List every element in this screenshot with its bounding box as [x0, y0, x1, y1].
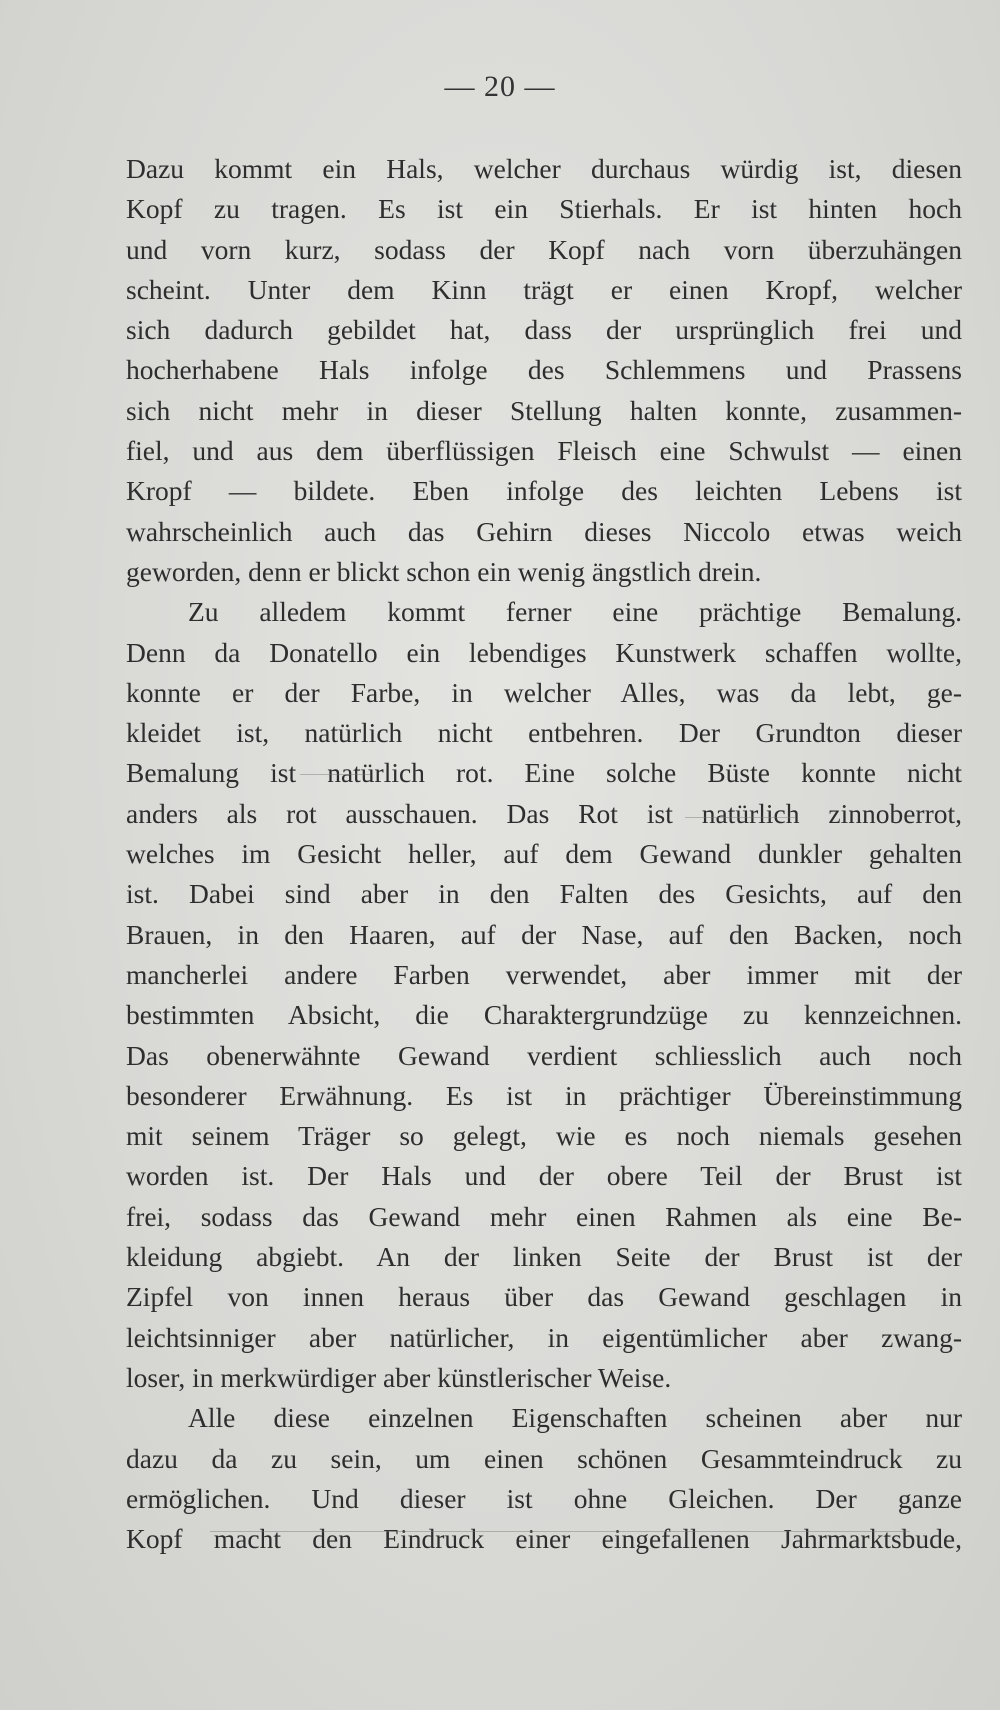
text-line: konnte er der Farbe, in welcher Alles, was da lebt, ge-	[126, 676, 962, 708]
text-line: anders als rot ausschauen. Das Rot ist natürlich zinnoberrot,	[126, 797, 962, 829]
text-line: loser, in merkwürdiger aber künstlerischer Weise.	[126, 1361, 672, 1393]
pencil-underline	[685, 817, 795, 818]
text-line: ist. Dabei sind aber in den Falten des Gesichts, auf den	[126, 878, 962, 910]
text-line: bestimmten Absicht, die Charaktergrundzüge zu kennzeichnen.	[126, 999, 962, 1031]
text-line: frei, sodass das Gewand mehr einen Rahmen als eine Be-	[126, 1200, 962, 1232]
text-line: kleidet ist, natürlich nicht entbehren. Der Grundton dieser	[126, 717, 962, 749]
text-line: worden ist. Der Hals und der obere Teil der Brust ist	[126, 1160, 962, 1192]
text-line: Das obenerwähnte Gewand verdient schliesslich auch noch	[126, 1039, 962, 1071]
text-line: leichtsinniger aber natürlicher, in eigentümlicher aber zwang-	[126, 1321, 962, 1353]
text-line: geworden, denn er blickt schon ein wenig ängstlich drein.	[126, 555, 762, 587]
text-line: mit seinem Träger so gelegt, wie es noch niemals gesehen	[126, 1120, 962, 1152]
text-line: Kropf — bildete. Eben infolge des leichten Lebens ist	[126, 475, 962, 507]
text-line: Alle diese einzelnen Eigenschaften scheinen aber nur	[188, 1402, 962, 1434]
text-line: Kopf macht den Eindruck einer eingefallenen Jahrmarktsbude,	[126, 1523, 962, 1555]
text-line: welches im Gesicht heller, auf dem Gewand dunkler gehalten	[126, 838, 962, 870]
text-line: sich dadurch gebildet hat, dass der ursprünglich frei und	[126, 314, 962, 346]
text-line: wahrscheinlich auch das Gehirn dieses Niccolo etwas weich	[126, 515, 962, 547]
pencil-underline	[300, 774, 370, 775]
text-line: scheint. Unter dem Kinn trägt er einen Kropf, welcher	[126, 273, 962, 305]
text-line: sich nicht mehr in dieser Stellung halten konnte, zusammen-	[126, 394, 962, 426]
text-line: kleidung abgiebt. An der linken Seite der Brust ist der	[126, 1241, 962, 1273]
text-line: Bemalung ist natürlich rot. Eine solche Büste konnte nicht	[126, 757, 962, 789]
text-line: Zu alledem kommt ferner eine prächtige Bemalung.	[188, 596, 962, 628]
text-line: Dazu kommt ein Hals, welcher durchaus würdig ist, diesen	[126, 153, 962, 184]
text-line: dazu da zu sein, um einen schönen Gesammteindruck zu	[126, 1442, 962, 1474]
text-line: Zipfel von innen heraus über das Gewand geschlagen in	[126, 1281, 962, 1313]
text-line: mancherlei andere Farben verwendet, aber immer mit der	[126, 958, 962, 990]
text-line: besonderer Erwähnung. Es ist in prächtiger Übereinstimmung	[126, 1079, 962, 1111]
text-line: fiel, und aus dem überflüssigen Fleisch eine Schwulst — einen	[126, 435, 962, 467]
page-number: — 20 —	[444, 70, 556, 103]
pencil-underline	[210, 1531, 910, 1532]
text-line: und vorn kurz, sodass der Kopf nach vorn überzuhängen	[126, 233, 962, 265]
text-line: ermöglichen. Und dieser ist ohne Gleichen. Der ganze	[126, 1482, 962, 1514]
text-line: Denn da Donatello ein lebendiges Kunstwerk schaffen wollte,	[126, 636, 962, 668]
text-line: Kopf zu tragen. Es ist ein Stierhals. Er ist hinten hoch	[126, 193, 962, 225]
body-text	[126, 149, 962, 1559]
text-line: hocherhabene Hals infolge des Schlemmens und Prassens	[126, 354, 962, 386]
text-line: Brauen, in den Haaren, auf der Nase, auf den Backen, noch	[126, 918, 962, 950]
